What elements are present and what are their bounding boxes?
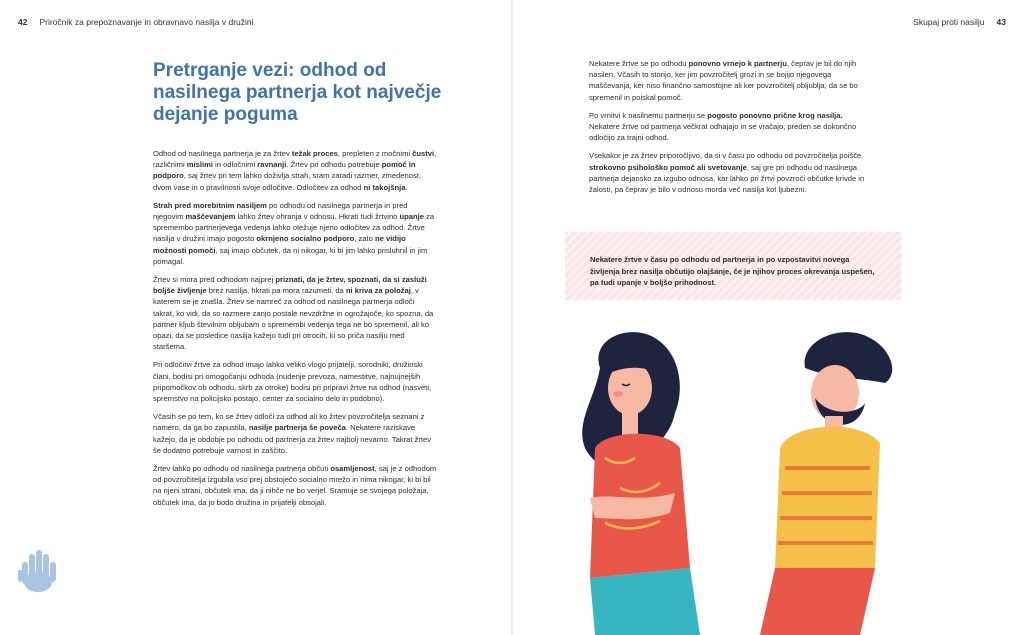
body-text: lahko žrtev ohranja v odnosu. Hkrati tudi žrtvino: [235, 212, 400, 222]
body-text: .: [405, 182, 408, 192]
body-text: , različnimi: [153, 149, 437, 170]
emphasis-text: strokovno psihološko pomoč ali svetovanje: [589, 162, 747, 172]
emphasis-text: ponovno vrnejo k partnerju: [688, 59, 787, 68]
emphasis-text: pomoč in podporo: [153, 160, 416, 181]
body-text: , saj je z odhodom od povzročitelja izgubila vso prej obstoječo socialno mrežo in nima nikogar, ki bi bil na njeni strani, občutek ima, da ji nihče ne bo verjel. Sramuje se svojega položaja, občutek ima, da jo bodo družina in prijatelji obsojali.: [153, 464, 437, 507]
page-number-right: 43: [996, 17, 1006, 27]
body-text: brez nasilja, hkrati pa mora razumeti, da: [206, 286, 346, 296]
emphasis-text: ne vidijo možnosti pomoči: [153, 234, 406, 255]
emphasis-text: okrnjeno socialno podporo: [256, 234, 355, 244]
section-title: Skupaj proti nasilju: [913, 17, 985, 27]
body-text: Odhod od nasilnega partnerja je za žrtev: [153, 149, 292, 158]
body-text: Pri odločitvi žrtve za odhod imajo lahko veliko vlogo prijatelji, sorodniki, družinski člani, bodisi pri omogočanju odhoda (nudenje prevoza, namestitve, najnujnejših pripomočkov ob odhodu, skrb za otroke) bodisi pri pripravi žrtve na odhod (nasveti, spremstvo na policijsko postajo, center za socialno delo in podobno).: [153, 360, 432, 404]
body-text: , saj imajo občutek, da ni nikogar, ki bi jim lahko prisluhnil in jim pomagal.: [153, 245, 428, 266]
emphasis-text: osamljenost: [330, 464, 375, 474]
body-text: Žrtev lahko po odhodu od nasilnega partnerja občuti: [153, 464, 331, 474]
body-text: Po vrnitvi k nasilnemu partnerju se: [589, 110, 708, 120]
body-text: Nekatere žrtve od partnerja večkrat odhajajo in se vračajo, preden se dokončno odločijo za trajni odhod.: [589, 122, 857, 143]
body-text: po odhodu od nasilnega partnerja in pred njegovim: [153, 200, 408, 222]
page-number-left: 42: [18, 17, 28, 27]
body-text: , zato: [354, 234, 375, 244]
left-column-paragraph: [153, 463, 437, 508]
header-left: [18, 17, 254, 27]
body-text: Žrtev si mora pred odhodom najprej: [153, 275, 276, 285]
emphasis-text: mislimi: [186, 160, 213, 170]
couple-illustration: [560, 318, 920, 635]
emphasis-text: težak proces: [291, 149, 338, 158]
emphasis-text: ravnanji: [257, 160, 287, 170]
callout-text: Nekatere žrtve v času po odhodu od partnerja in po vzpostavitvi novega življenja brez nasilja občutijo olajšanje, če je njihov proces okrevanja uspešen, pa tudi upanje v boljšo prihodnost.: [590, 255, 875, 287]
man-figure: [760, 332, 892, 635]
header-right: [913, 17, 1006, 27]
body-text: , saj žrtev pri tem lahko doživlja strah, sram zaradi razmer, zmedenost, dvom vase in o pravilnosti svoje odločitve. Odločitev za odhod: [153, 171, 421, 192]
body-text: Nekatere žrtve se po odhodu: [589, 59, 689, 68]
body-text: . Nekatere raziskave kažejo, da je obdobje po odhodu od partnerja za žrtev najbolj nevarno. Takrat žrtev še dodatno potrebuje varnost in zaščito.: [153, 423, 432, 455]
book-title: Priročnik za prepoznavanje in obravnavo nasilja v družini: [39, 17, 254, 27]
hands-logo-icon: [16, 540, 60, 594]
right-column-paragraph: [589, 110, 875, 144]
body-text: za spremembo partnerjevega vedenja lahko otežuje njeno odločitev za odhod. Žrtve nasilja v družini imajo pogosto: [153, 212, 435, 244]
left-column-paragraph: [153, 359, 437, 404]
left-column: [153, 148, 437, 515]
left-column-paragraph: [153, 148, 437, 193]
page-heading: Pretrganje vezi: odhod od nasilnega partnerja kot največje dejanje poguma: [153, 60, 442, 125]
woman-figure: [582, 332, 700, 635]
emphasis-text: nasilje partnerja še poveča: [248, 423, 346, 433]
left-column-paragraph: [153, 274, 437, 352]
body-text: Včasih se po tem, ko se žrtev odloči za odhod ali ko žrtev povzročitelja seznani z namero, da ga bo zapustila,: [153, 412, 425, 433]
callout-box: [565, 232, 901, 300]
emphasis-text: ni kriva za položaj: [345, 286, 411, 296]
emphasis-text: maščevanjem: [185, 212, 236, 222]
body-text: in odločnimi: [212, 160, 258, 170]
emphasis-text: priznati, da je žrtev, spoznati, da si zasluži boljše življenje: [153, 275, 427, 296]
body-text: , prepleten z močnimi: [337, 149, 413, 158]
body-text: Vsekakor je za žrtev priporočljivo, da si v času po odhodu od povzročitelja poišče: [589, 151, 862, 161]
body-text: , v katerem se je znašla. Žrtev se namreč za odhod od nasilnega partnerja odloči takrat, ko vidi, da so razmere zanjo postale nevzdržne in ogrožajoče, ko spozna, da partner kljub številnim obljubam o spremembi vedenja tega ne bo spremenil, ali ko opazi, da se posledice nasilja kažejo tudi pri otrocih, ki so priča nasilju med staršema.: [153, 286, 434, 352]
body-text: , čeprav je bil do njih nasilen. Včasih to storijo, ker jim povzročitelj grozi in se bojijo njegovega maščevanja, ker niso finančno samostojne ali ker povzročitelj obljublja, da se bo spremenil in poiskal pomoč.: [589, 59, 858, 102]
page-gutter: [511, 0, 513, 635]
left-column-paragraph: [153, 411, 437, 456]
emphasis-text: čustvi: [412, 149, 435, 158]
body-text: , saj gre pri odhodu od nasilnega partnerja dejansko za izgubo odnosa, kar lahko pri žrtvi povzroči občutke krivde in žalosti, pa čeprav je bilo v odnosu morda več nasilja kot ljubezni.: [589, 162, 865, 195]
emphasis-text: Strah pred morebitnim nasiljem: [153, 200, 267, 210]
emphasis-text: pogosto ponovno prične krog nasilja.: [707, 110, 843, 120]
right-column: [589, 58, 875, 202]
body-text: . Žrtev pri odhodu potrebuje: [286, 160, 382, 170]
right-column-paragraph: [589, 150, 875, 195]
emphasis-text: upanje: [399, 212, 425, 222]
emphasis-text: ni takojšnja: [363, 182, 406, 192]
left-column-paragraph: [153, 200, 437, 267]
right-column-paragraph: [589, 58, 875, 103]
